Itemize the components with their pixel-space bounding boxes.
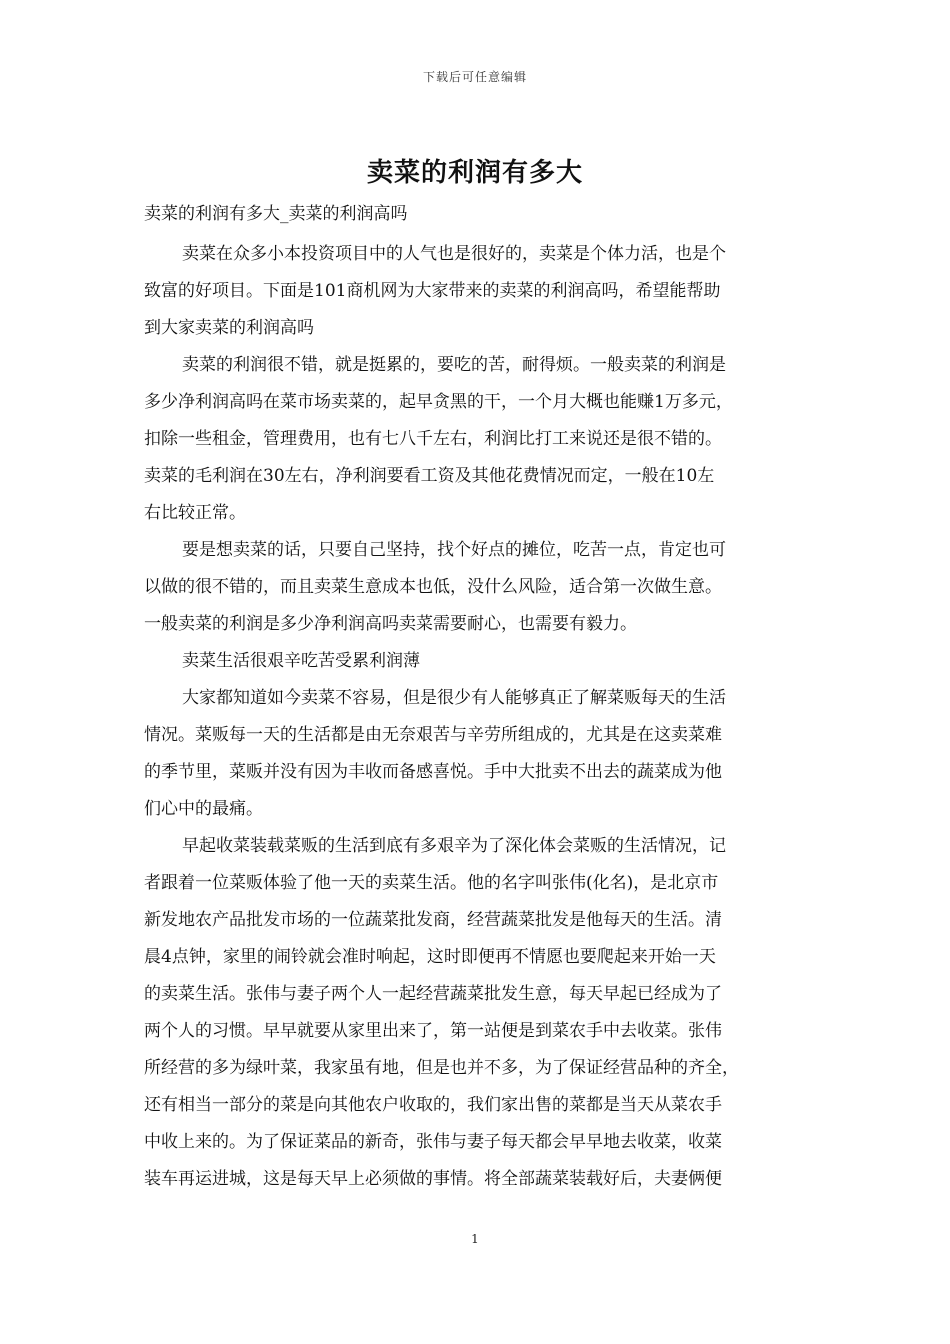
paragraph-1 <box>144 236 812 347</box>
paragraph-line: 所经营的多为绿叶菜，我家虽有地，但是也并不多，为了保证经营品种的齐全， <box>144 1058 739 1078</box>
paragraph-2 <box>144 347 812 532</box>
paragraph-line: 致富的好项目。下面是101商机网为大家带来的卖菜的利润高吗，希望能帮助 <box>144 281 721 301</box>
document-subtitle: 卖菜的利润有多大_卖菜的利润高吗 <box>144 204 408 224</box>
paragraph-line: 卖菜在众多小本投资项目中的人气也是很好的，卖菜是个体力活，也是个 <box>182 244 726 264</box>
paragraph-line: 两个人的习惯。早早就要从家里出来了，第一站便是到菜农手中去收菜。张伟 <box>144 1021 722 1041</box>
paragraph-line: 装车再运进城，这是每天早上必须做的事情。将全部蔬菜装载好后，夫妻俩便 <box>144 1169 722 1189</box>
paragraph-line: 还有相当一部分的菜是向其他农户收取的，我们家出售的菜都是当天从菜农手 <box>144 1095 722 1115</box>
paragraph-line: 右比较正常。 <box>144 503 246 523</box>
paragraph-line: 以做的很不错的，而且卖菜生意成本也低，没什么风险，适合第一次做生意。 <box>144 577 722 597</box>
section-heading-text: 卖菜生活很艰辛吃苦受累利润薄 <box>182 651 420 671</box>
paragraph-line: 早起收菜装载菜贩的生活到底有多艰辛为了深化体会菜贩的生活情况，记 <box>182 836 726 856</box>
paragraph-line: 新发地农产品批发市场的一位蔬菜批发商，经营蔬菜批发是他每天的生活。清 <box>144 910 722 930</box>
paragraph-3 <box>144 532 812 643</box>
paragraph-line: 们心中的最痛。 <box>144 799 263 819</box>
paragraph-line: 多少净利润高吗在菜市场卖菜的，起早贪黑的干，一个月大概也能赚1万多元， <box>144 392 733 412</box>
paragraph-line: 的卖菜生活。张伟与妻子两个人一起经营蔬菜批发生意，每天早起已经成为了 <box>144 984 722 1004</box>
paragraph-line: 大家都知道如今卖菜不容易，但是很少有人能够真正了解菜贩每天的生活 <box>182 688 726 708</box>
section-heading <box>144 643 812 680</box>
document-body <box>144 196 812 1198</box>
header-note: 下载后可任意编辑 <box>422 70 527 84</box>
paragraph-line: 情况。菜贩每一天的生活都是由无奈艰苦与辛劳所组成的，尤其是在这卖菜难 <box>144 725 722 745</box>
paragraph-line: 卖菜的毛利润在30左右，净利润要看工资及其他花费情况而定，一般在10左 <box>144 466 715 486</box>
paragraph-line: 扣除一些租金，管理费用，也有七八千左右，利润比打工来说还是很不错的。 <box>144 429 722 449</box>
paragraph-line: 到大家卖菜的利润高吗 <box>144 318 314 338</box>
paragraph-line: 晨4点钟，家里的闹铃就会准时响起，这时即便再不情愿也要爬起来开始一天 <box>144 947 716 967</box>
paragraph-line: 者跟着一位菜贩体验了他一天的卖菜生活。他的名字叫张伟(化名)，是北京市 <box>144 873 719 893</box>
paragraph-4 <box>144 680 812 828</box>
page-number: 1 <box>471 1232 479 1246</box>
paragraph-line: 要是想卖菜的话，只要自己坚持，找个好点的摊位，吃苦一点，肯定也可 <box>182 540 726 560</box>
paragraph-line: 卖菜的利润很不错，就是挺累的，要吃的苦，耐得烦。一般卖菜的利润是 <box>182 355 726 375</box>
paragraph-line: 中收上来的。为了保证菜品的新奇，张伟与妻子每天都会早早地去收菜，收菜 <box>144 1132 722 1152</box>
paragraph-line: 的季节里，菜贩并没有因为丰收而备感喜悦。手中大批卖不出去的蔬菜成为他 <box>144 762 722 782</box>
paragraph-line: 一般卖菜的利润是多少净利润高吗卖菜需要耐心，也需要有毅力。 <box>144 614 637 634</box>
document-title: 卖菜的利润有多大 <box>366 158 583 188</box>
paragraph-5 <box>144 828 812 1198</box>
